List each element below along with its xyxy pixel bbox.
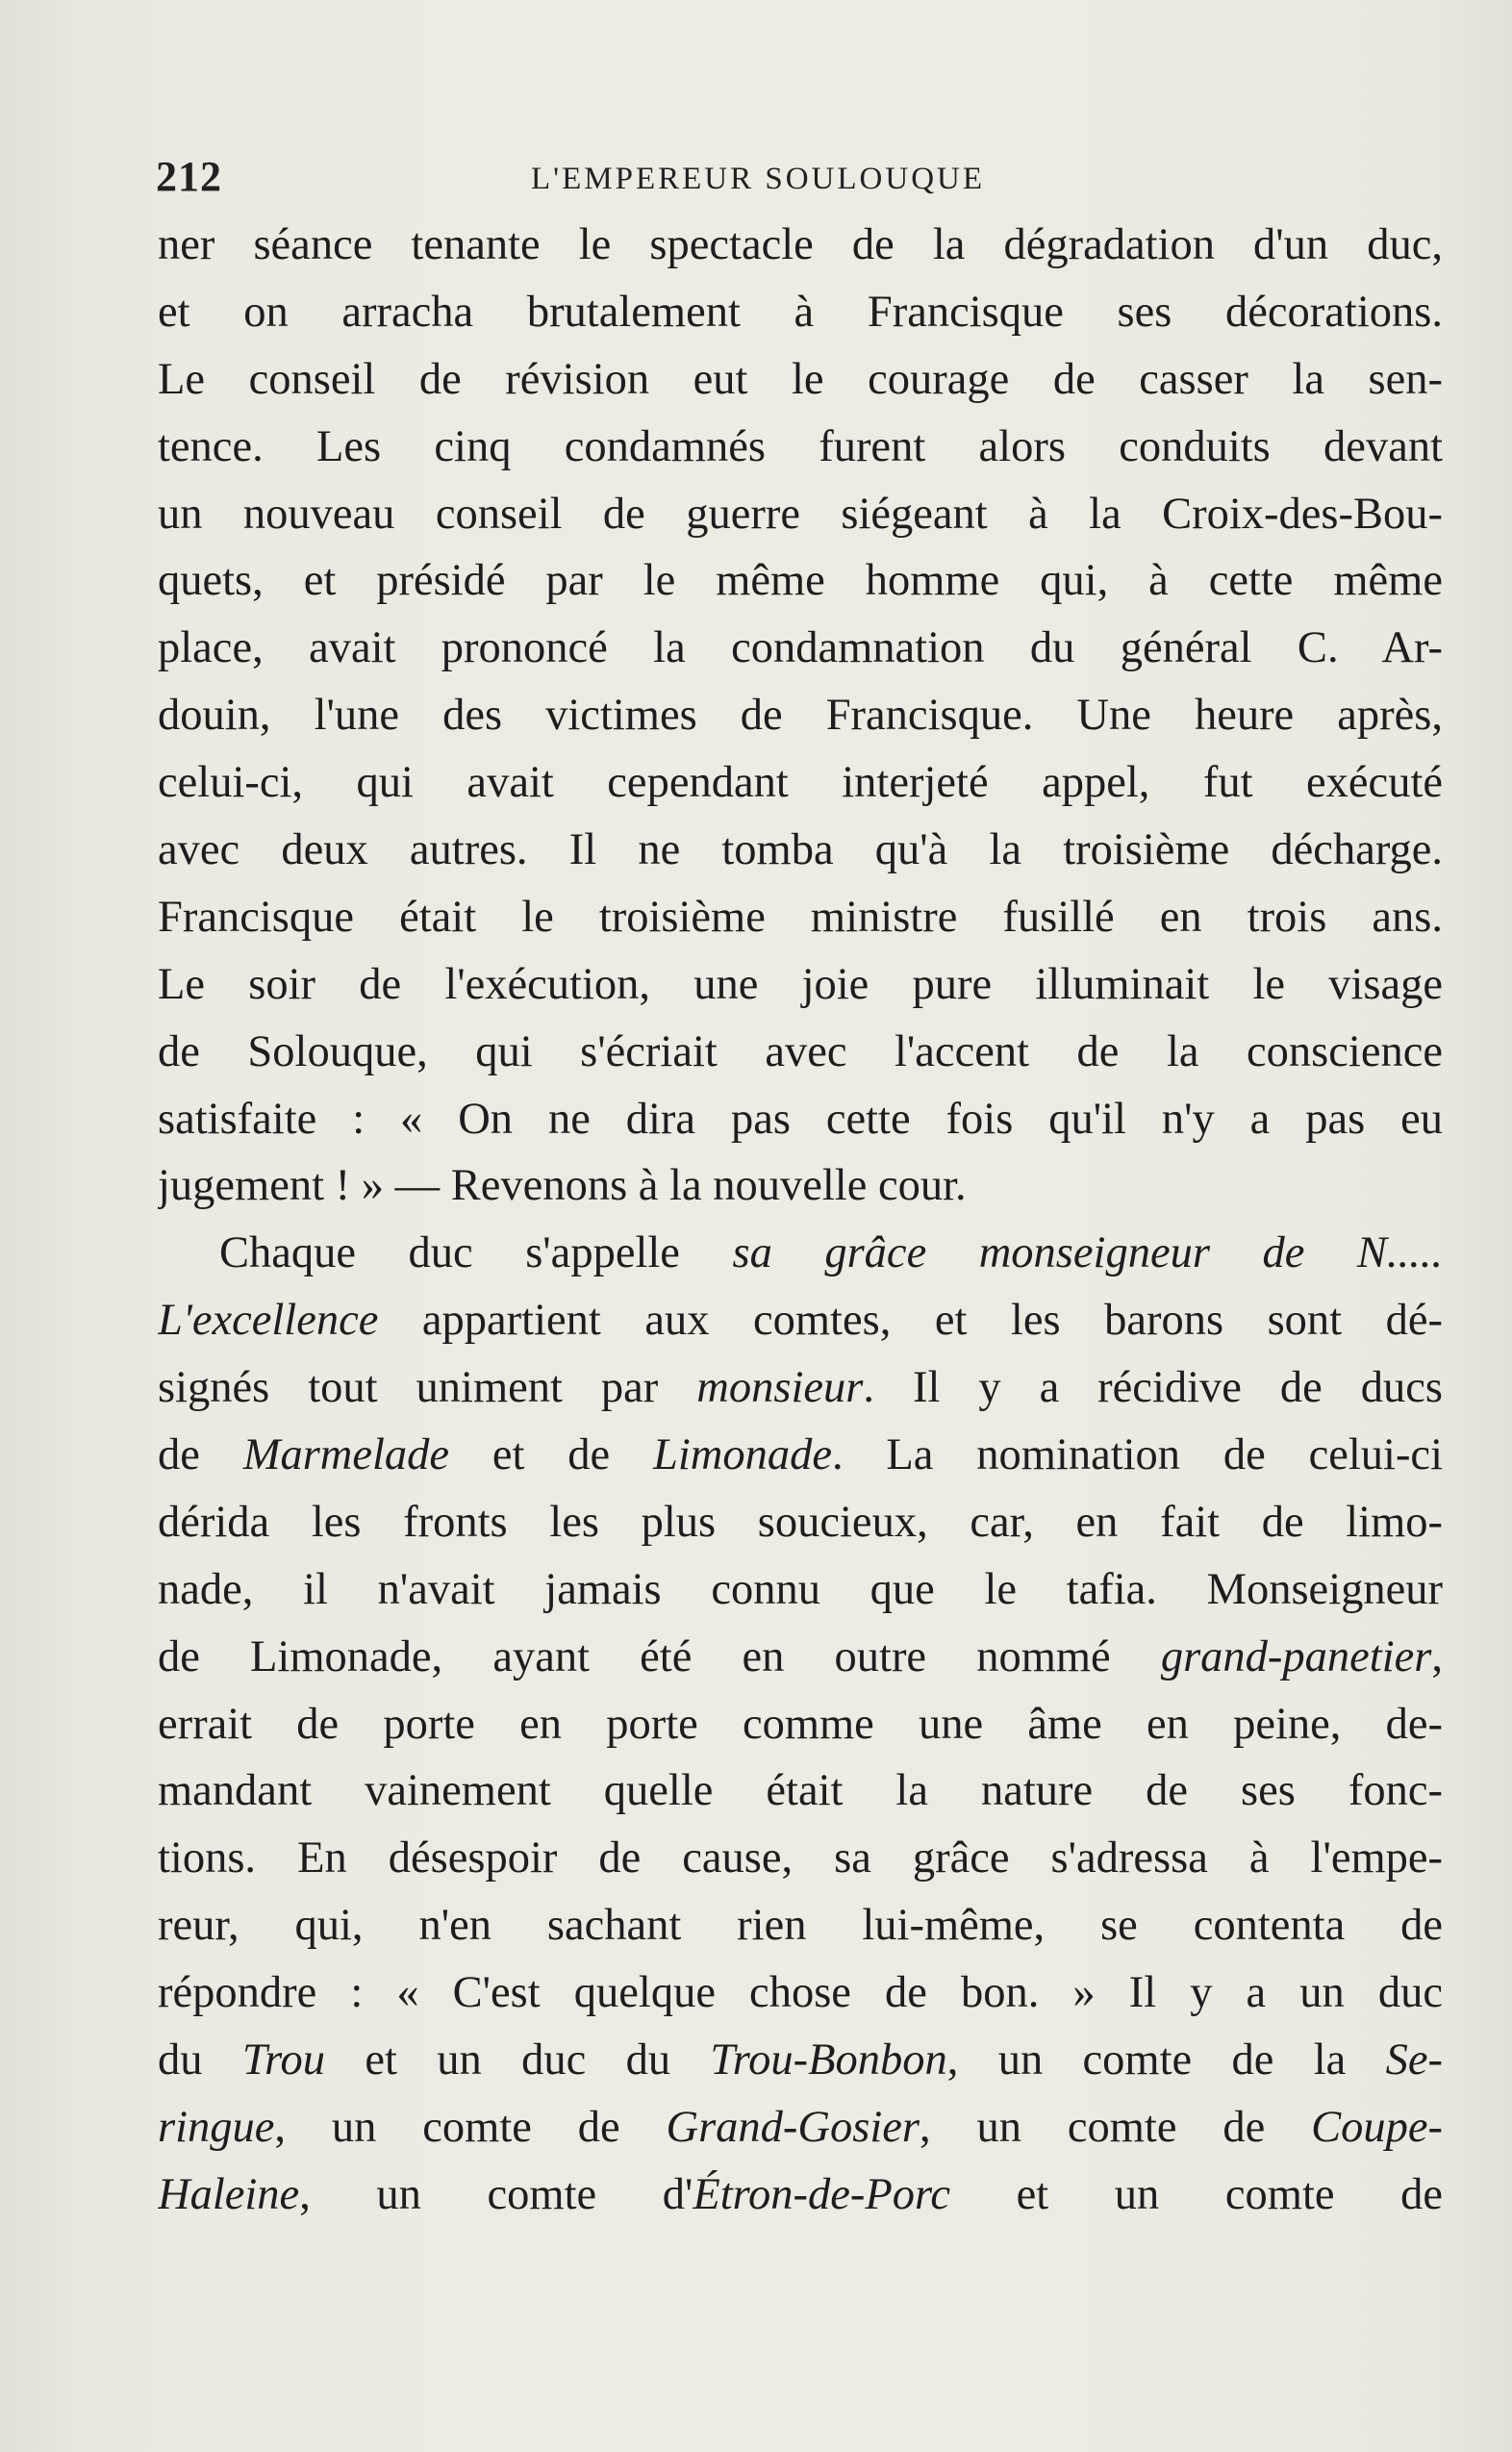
text-segment: dérida les fronts les plus soucieux, car, en fait de limo- [158,1497,1443,1547]
text-segment: tions. En désespoir de cause, sa grâce s'adressa à l'empe- [158,1833,1443,1883]
italic-text: Grand-Gosier [666,2102,920,2152]
text-line [158,279,1443,346]
text-segment: nade, il n'avait jamais connu que le tafia. Monseigneur [158,1564,1443,1614]
text-segment: et un comte de [950,2169,1443,2219]
running-title: L'EMPEREUR SOULOUQUE [531,162,986,196]
text-segment: douin, l'une des victimes de Francisque. Une heure après, [158,691,1443,741]
text-line [158,1825,1443,1892]
italic-text: excellence [191,1296,379,1346]
text-line [158,1691,1443,1758]
italic-text: sa grâce monseigneur de N..... [732,1228,1443,1278]
text-line [158,749,1443,817]
text-line [158,1220,1443,1287]
text-segment: ner séance tenante le spectacle de la dégradation d'un duc, [158,220,1443,269]
text-segment: Chaque duc s'appelle [219,1228,733,1278]
text-line [158,1019,1443,1086]
text-line [158,1422,1443,1489]
text-line [158,951,1443,1019]
text-line [158,346,1443,414]
text-segment: avec deux autres. Il ne tomba qu'à la troisième décharge. [158,825,1443,875]
text-segment: répondre : « C'est quelque chose de bon. » Il y a un duc [158,1968,1443,2018]
text-segment: appartient aux comtes, et les barons sont dé- [378,1296,1443,1346]
running-head [156,152,1445,210]
italic-text: ringue [158,2102,275,2152]
text-segment: , un comte de [920,2102,1312,2152]
italic-text: Haleine [158,2169,300,2219]
text-segment: , un comte de la [946,2035,1386,2085]
text-segment: celui-ci, qui avait cependant interjeté appel, fut exécuté [158,758,1443,808]
text-line [158,1152,1443,1220]
text-line [158,1959,1443,2027]
text-line [158,682,1443,749]
text-line [158,212,1443,279]
text-segment: un nouveau conseil de guerre siégeant à la Croix-des-Bou- [158,489,1443,539]
text-line [158,2027,1443,2094]
text-line [158,2161,1443,2229]
text-segment: du [158,2035,242,2085]
text-segment: . Il y a récidive de ducs [863,1363,1443,1413]
body-text [158,212,1443,2229]
text-line [158,1086,1443,1153]
text-segment: et un duc du [325,2035,711,2085]
text-segment: Le soir de l'exécution, une joie pure illuminait le visage [158,959,1443,1009]
text-line [158,1624,1443,1691]
italic-text: monsieur [696,1363,864,1413]
text-line [158,1287,1443,1354]
text-line [158,884,1443,951]
text-line [158,2094,1443,2161]
italic-text: L' [158,1296,192,1346]
italic-text: Trou-Bonbon [710,2035,947,2085]
text-line [158,817,1443,884]
text-line [158,1489,1443,1556]
italic-text: grand-panetier [1160,1631,1432,1681]
text-segment: tence. Les cinq condamnés furent alors conduits devant [158,421,1443,471]
text-line [158,547,1443,615]
italic-text: Trou [241,2035,326,2085]
text-segment: signés tout uniment par [158,1363,697,1413]
page-number: 212 [156,153,222,200]
text-segment: mandant vainement quelle était la nature de ses fonc- [158,1766,1443,1816]
text-segment: satisfaite : « On ne dira pas cette fois qu'il n'y a pas eu [158,1094,1443,1144]
text-segment: quets, et présidé par le même homme qui, à cette même [158,556,1443,606]
text-segment: Francisque était le troisième ministre fusillé en trois ans. [158,892,1443,942]
text-segment: , un comte d' [299,2169,693,2219]
text-segment: errait de porte en porte comme une âme en peine, de- [158,1699,1443,1749]
italic-text: Marmelade [242,1430,450,1480]
text-segment: , un comte de [274,2102,667,2152]
text-line [158,414,1443,481]
text-segment: jugement ! » — Revenons à la nouvelle cour. [158,1161,967,1211]
text-line [158,481,1443,548]
text-line [158,1757,1443,1825]
text-segment: de Solouque, qui s'écriait avec l'accent de la conscience [158,1026,1443,1076]
italic-text: Limonade [652,1430,832,1480]
text-segment: Le conseil de révision eut le courage de casser la sen- [158,354,1443,404]
text-segment: et on arracha brutalement à Francisque ses décorations. [158,287,1443,337]
text-segment: . La nomination de celui-ci [831,1430,1443,1480]
italic-text: Se- [1385,2035,1443,2085]
text-line [158,1892,1443,1959]
text-segment: de Limonade, ayant été en outre nommé [158,1631,1161,1681]
text-line [158,1556,1443,1624]
text-segment: de [158,1430,243,1480]
text-line [158,1354,1443,1422]
text-segment: reur, qui, n'en sachant rien lui-même, se contenta de [158,1901,1443,1951]
text-segment: place, avait prononcé la condamnation du général C. Ar- [158,623,1443,673]
italic-text: Étron-de-Porc [693,2169,951,2219]
text-segment: , [1431,1631,1443,1681]
text-segment: et de [449,1430,653,1480]
italic-text: Coupe- [1311,2102,1443,2152]
text-line [158,615,1443,682]
